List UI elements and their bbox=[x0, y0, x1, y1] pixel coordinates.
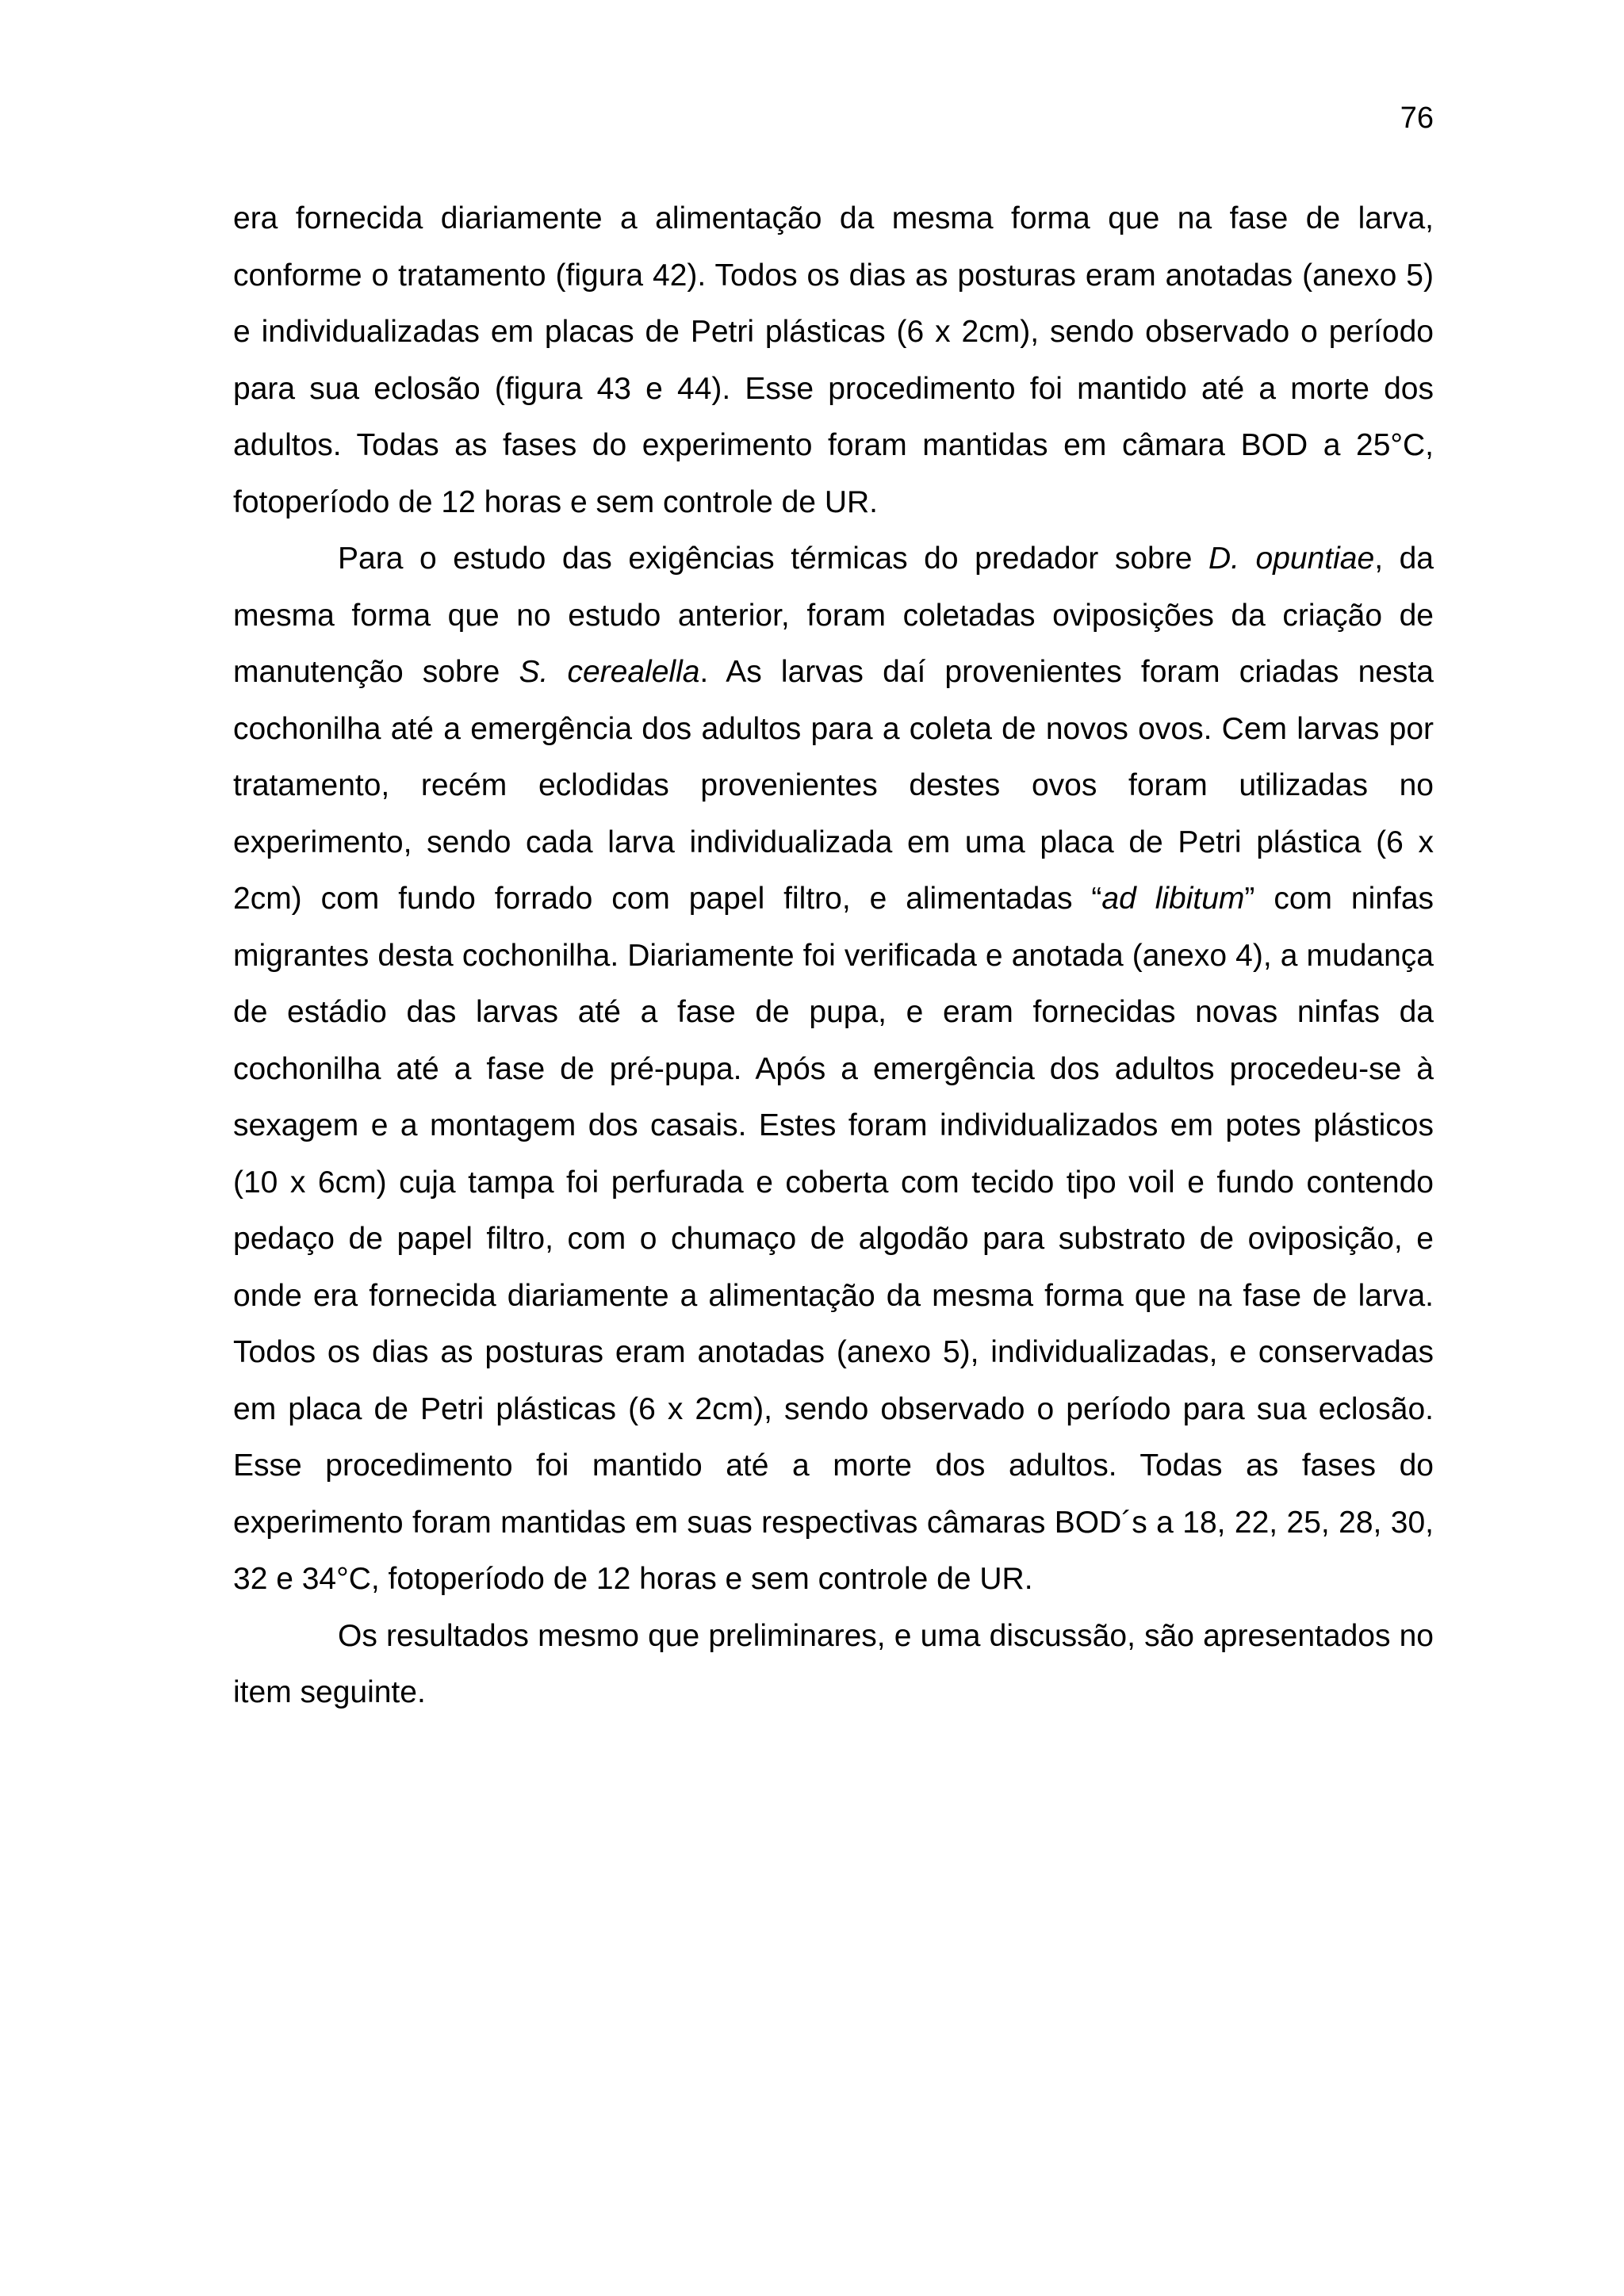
species-name-italic: S. cerealella bbox=[519, 655, 700, 689]
text-segment: , da mesma forma que no estudo anterior, foram coletadas oviposições da criação de manutenção sobre bbox=[233, 541, 1434, 689]
latin-term-italic: ad libitum bbox=[1101, 882, 1245, 916]
paragraph-2 bbox=[233, 530, 1434, 1608]
species-name-italic: D. opuntiae bbox=[1208, 541, 1375, 576]
text-segment: Os resultados mesmo que preliminares, e uma discussão, são apresentados no item seguinte. bbox=[233, 1618, 1434, 1709]
text-segment: Para o estudo das exigências térmicas do predador sobre bbox=[338, 541, 1208, 576]
paragraph-3 bbox=[233, 1608, 1434, 1721]
page-number: 76 bbox=[1400, 101, 1434, 135]
text-segment: . As larvas daí provenientes foram criadas nesta cochonilha até a emergência dos adultos para a coleta de novos ovos. Cem larvas por tratamento, recém eclodidas provenientes destes ovos foram utilizadas no experimento, sendo cada larva individualizada em uma placa de Petri plástica (6 x 2cm) com fundo forrado com papel filtro, e alimentadas “ bbox=[233, 655, 1434, 916]
text-segment: ” com ninfas migrantes desta cochonilha. Diariamente foi verificada e anotada (anexo 4), a mudança de estádio das larvas até a fase de pupa, e eram fornecidas novas ninfas da cochonilha até a fase de pré-pupa. Após a emergência dos adultos procedeu-se à sexagem e a montagem dos casais. Estes foram individualizados em potes plásticos (10 x 6cm) cuja tampa foi perfurada e coberta com tecido tipo voil e fundo contendo pedaço de papel filtro, com o chumaço de algodão para substrato de oviposição, e onde era fornecida diariamente a alimentação da mesma forma que na fase de larva. Todos os dias as posturas eram anotadas (anexo 5), individualizadas, e conservadas em placa de Petri plásticas (6 x 2cm), sendo observado o período para sua eclosão. Esse procedimento foi mantido até a morte dos adultos. Todas as fases do experimento foram mantidas em suas respectivas câmaras BOD´s a 18, 22, 25, 28, 30, 32 e 34°C, fotoperíodo de 12 horas e sem controle de UR. bbox=[233, 882, 1434, 1596]
paragraph-1 bbox=[233, 190, 1434, 530]
body-text bbox=[233, 190, 1434, 1721]
text-segment: era fornecida diariamente a alimentação da mesma forma que na fase de larva, conforme o tratamento (figura 42). Todos os dias as posturas eram anotadas (anexo 5) e individualizadas em placas de Petri plásticas (6 x 2cm), sendo observado o período para sua eclosão (figura 43 e 44). Esse procedimento foi mantido até a morte dos adultos. Todas as fases do experimento foram mantidas em câmara BOD a 25°C, fotoperíodo de 12 horas e sem controle de UR. bbox=[233, 201, 1434, 519]
